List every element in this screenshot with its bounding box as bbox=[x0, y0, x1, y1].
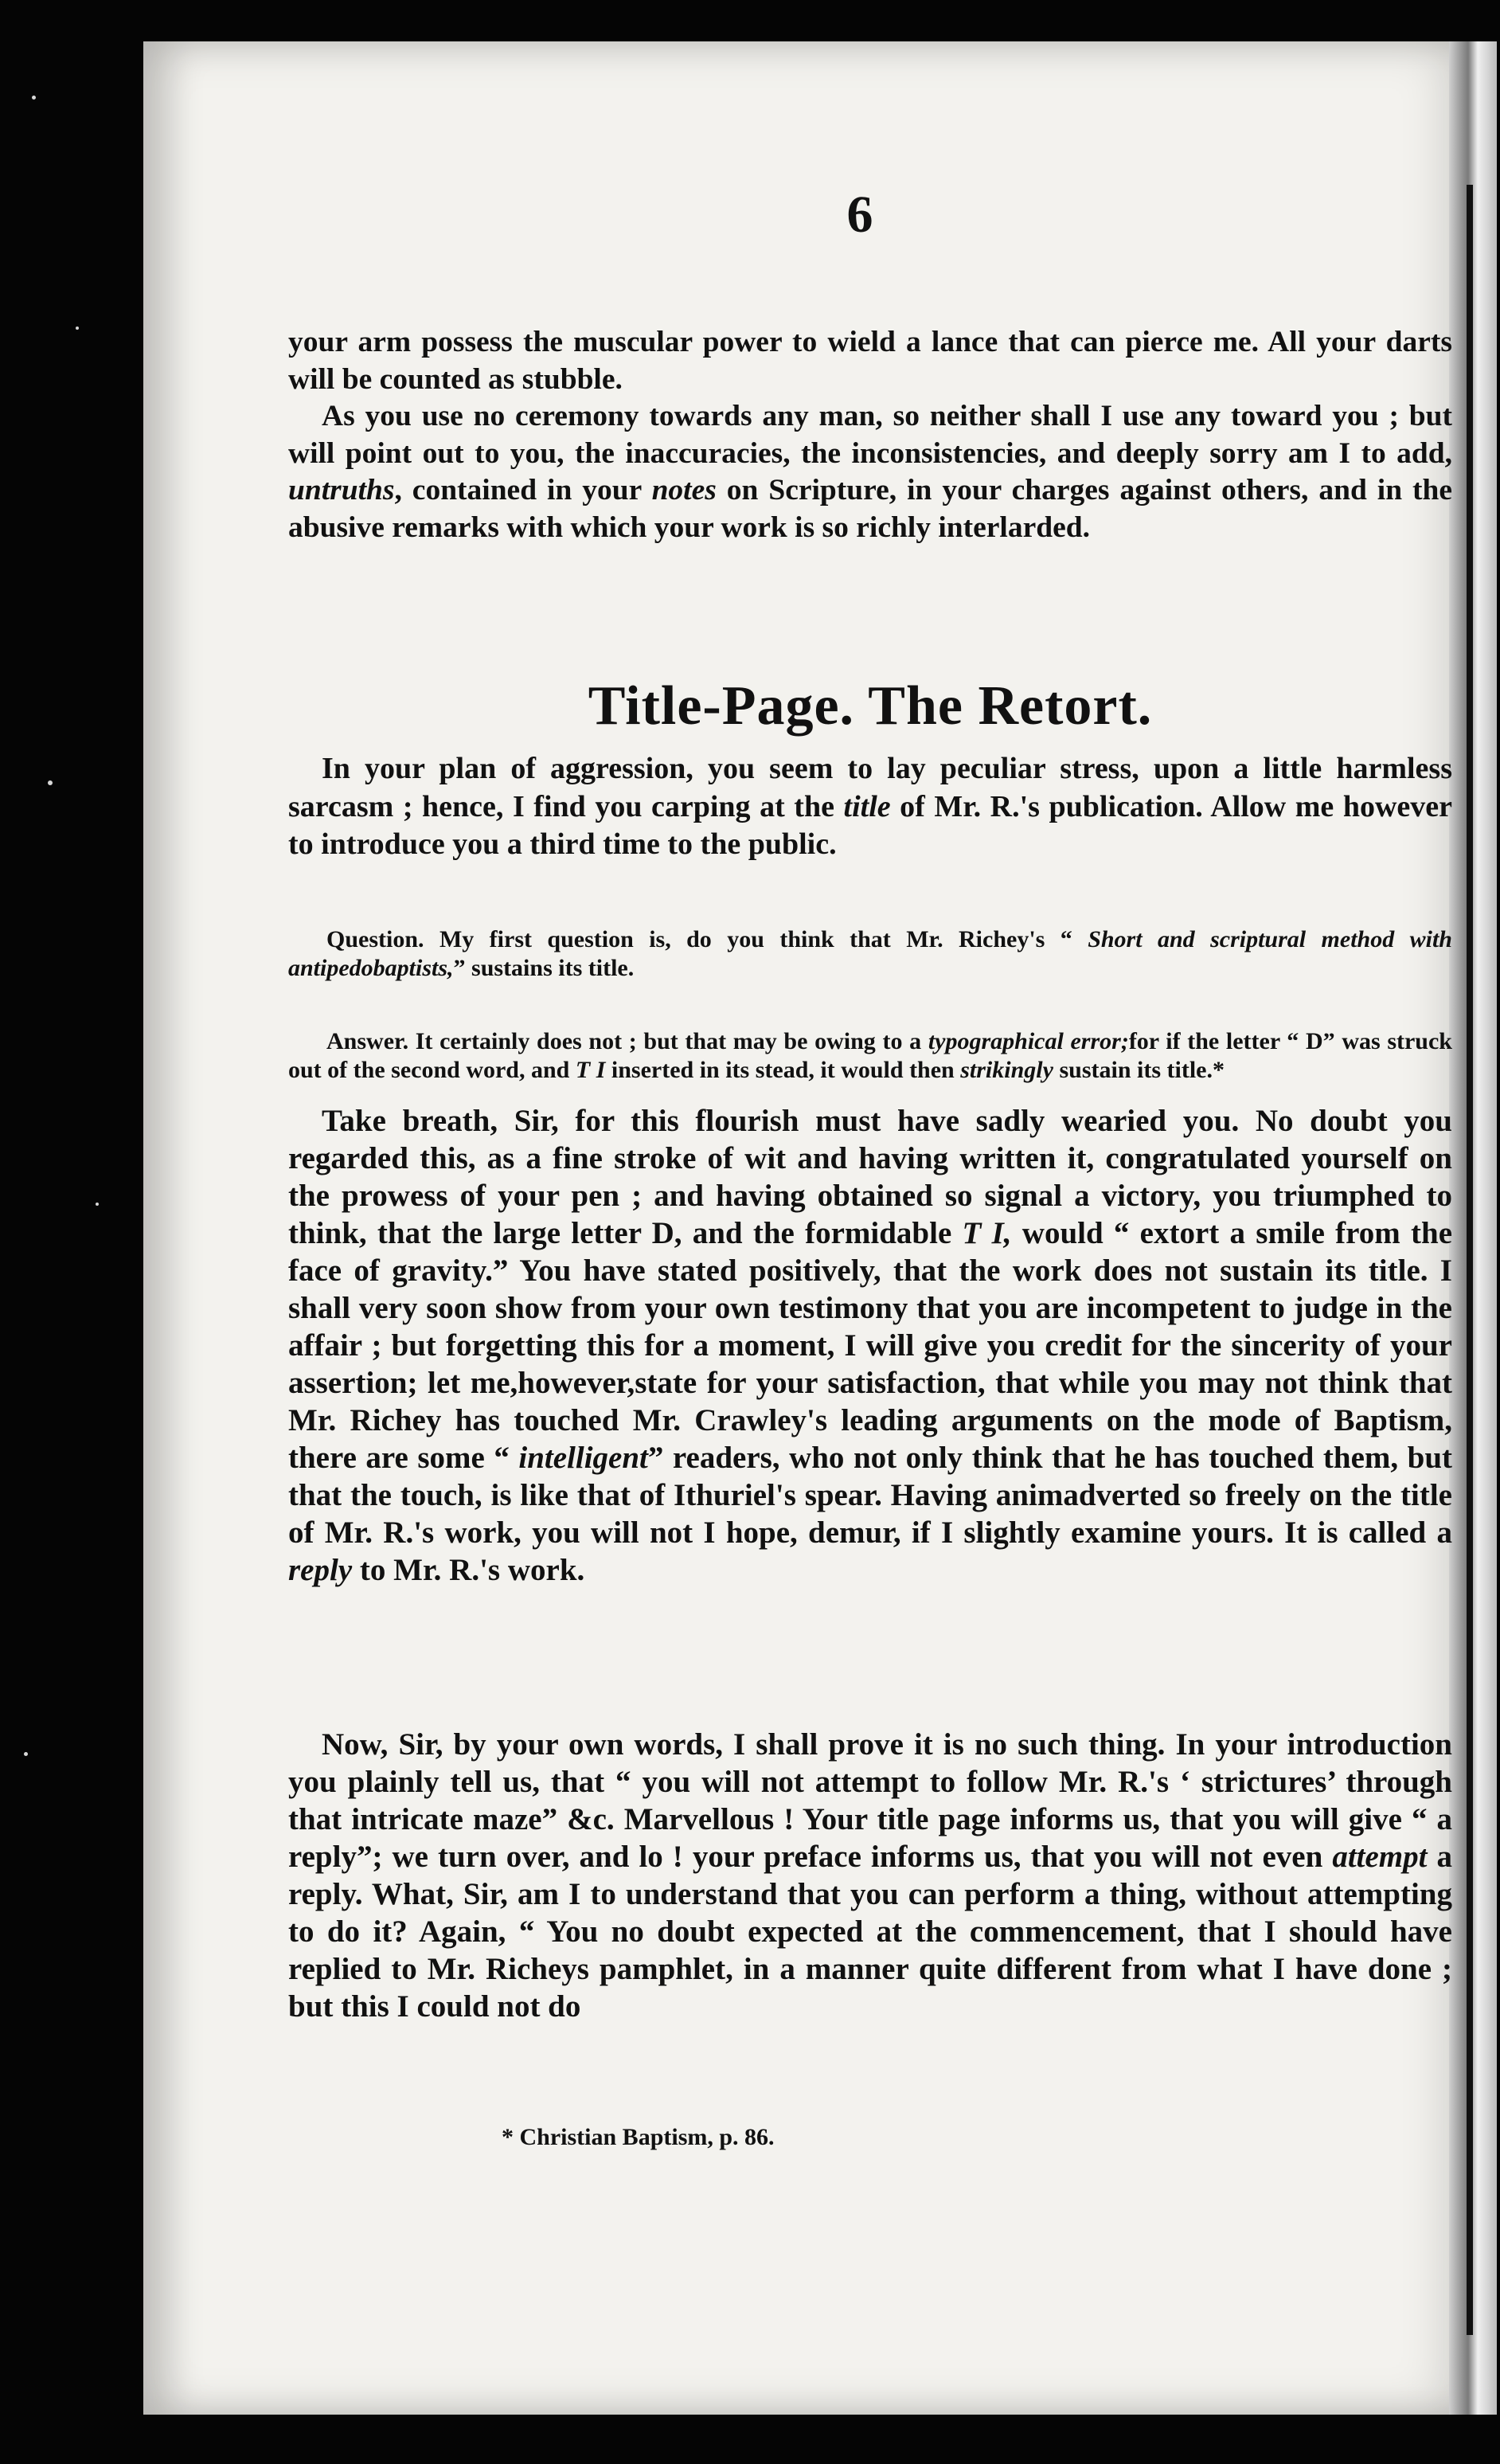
binding-line bbox=[1467, 185, 1473, 2335]
paragraph-2-emphasis-untruths: untruths bbox=[288, 474, 395, 506]
answer-text-c: inserted in its stead, it would then bbox=[605, 1056, 961, 1083]
film-speck bbox=[24, 1752, 28, 1756]
answer-text-d: sustain its title.* bbox=[1053, 1056, 1225, 1083]
film-speck bbox=[32, 96, 36, 100]
question-text-b: ” sustains its title. bbox=[453, 954, 635, 981]
page-gutter bbox=[1449, 41, 1497, 2415]
paragraph-2-text-c: on Scripture, in your charges against others, and in the abusive remarks with which your work is so richly interlarded. bbox=[288, 474, 1453, 544]
question-emphasis: Short and scriptural method with antipedobaptists, bbox=[288, 926, 1452, 981]
section-heading: Title-Page. The Retort. bbox=[588, 675, 1153, 737]
main-text-a: Take breath, Sir, for this flourish must have sadly wearied you. No doubt you regarded this, as a fine stroke of wit and having written it, congratulated yourself on the prowess of your pen ; and having obtained so signal a victory, you triumphed to think, that the large letter D, and the formidable bbox=[288, 1104, 1452, 1250]
answer-text-b: for if the letter “ D” was struck out of the second word, and bbox=[288, 1028, 1452, 1083]
paragraph-2-emphasis-notes: notes bbox=[651, 474, 717, 506]
intro-paragraph bbox=[288, 750, 1452, 864]
main-emphasis-intelligent: intelligent bbox=[518, 1441, 648, 1475]
answer-emphasis-ti: T I bbox=[575, 1056, 606, 1083]
main-paragraph bbox=[288, 1102, 1452, 1589]
paragraph-2-text-b: , contained in your bbox=[394, 474, 652, 506]
footnote: * Christian Baptism, p. 86. bbox=[502, 2124, 775, 2150]
intro-text-b: of Mr. R.'s publication. Allow me however to introduce you a third time to the public. bbox=[288, 789, 1452, 861]
answer-emphasis-typographical: typographical error; bbox=[928, 1028, 1129, 1054]
closing-text-b: a reply. What, Sir, am I to understand that you can perform a thing, without attempting to do it? Again, “ You no doubt expected at the commencement, that I should have replied to Mr. Richeys pamphlet, in a manner quite different from what I have done ; but this I could not do bbox=[288, 1840, 1453, 2024]
answer-paragraph bbox=[288, 1027, 1452, 1084]
main-emphasis-ti: T I, bbox=[962, 1216, 1012, 1250]
main-emphasis-reply: reply bbox=[288, 1553, 353, 1587]
closing-text-a: Now, Sir, by your own words, I shall prove it is no such thing. In your introduction you plainly tell us, that “ you will not attempt to follow Mr. R.'s ‘ strictures’ through that intricate maze” &c. Marvellous ! Your title page informs us, that you will give “ a reply”; we turn over, and lo ! your preface informs us, that you will not even bbox=[288, 1727, 1452, 1874]
main-text-c: ” readers, who not only think that he has touched them, but that the touch, is like that of Ithuriel's spear. Having animadverted so freely on the title of Mr. R.'s work, you will not I hope, demur, if I slightly examine yours. It is called a bbox=[288, 1441, 1453, 1550]
film-speck bbox=[76, 327, 79, 330]
paragraph-2 bbox=[288, 398, 1452, 546]
paragraph-1: your arm possess the muscular power to wield a lance that can pierce me. All your darts will be counted as stubble. bbox=[288, 326, 1452, 396]
closing-emphasis-attempt: attempt bbox=[1332, 1840, 1428, 1874]
intro-emphasis-title: title bbox=[843, 789, 891, 823]
main-text-b: would “ extort a smile from the face of gravity.” You have stated positively, that the work does not sustain its title. I shall very soon show from your own testimony that you are incompetent to judge in the affair ; but forgetting this for a moment, I will give you credit for the sincerity of your assertion; let me,however,state for your satisfaction, that while you may not think that Mr. Richey has touched Mr. Crawley's leading arguments on the mode of Baptism, there are some “ bbox=[288, 1216, 1453, 1475]
film-speck bbox=[96, 1203, 99, 1206]
intro-text-a: In your plan of aggression, you seem to lay peculiar stress, upon a little harmless sarcasm ; hence, I find you carping at the bbox=[288, 752, 1452, 823]
opening-paragraph bbox=[288, 324, 1452, 546]
main-text-d: to Mr. R.'s work. bbox=[352, 1553, 585, 1587]
film-speck bbox=[48, 780, 53, 785]
question-text-a: Question. My first question is, do you think that Mr. Richey's “ bbox=[326, 926, 1088, 952]
page-number: 6 bbox=[846, 186, 873, 244]
book-page bbox=[143, 41, 1453, 2415]
paragraph-2-text-a: As you use no ceremony towards any man, so neither shall I use any toward you ; but will point out to you, the inaccuracies, the inconsistencies, and deeply sorry am I to add, bbox=[288, 400, 1452, 470]
question-paragraph bbox=[288, 925, 1452, 982]
answer-text-a: Answer. It certainly does not ; but that may be owing to a bbox=[326, 1028, 928, 1054]
closing-paragraph bbox=[288, 1726, 1452, 2025]
answer-emphasis-strikingly: strikingly bbox=[960, 1056, 1053, 1083]
